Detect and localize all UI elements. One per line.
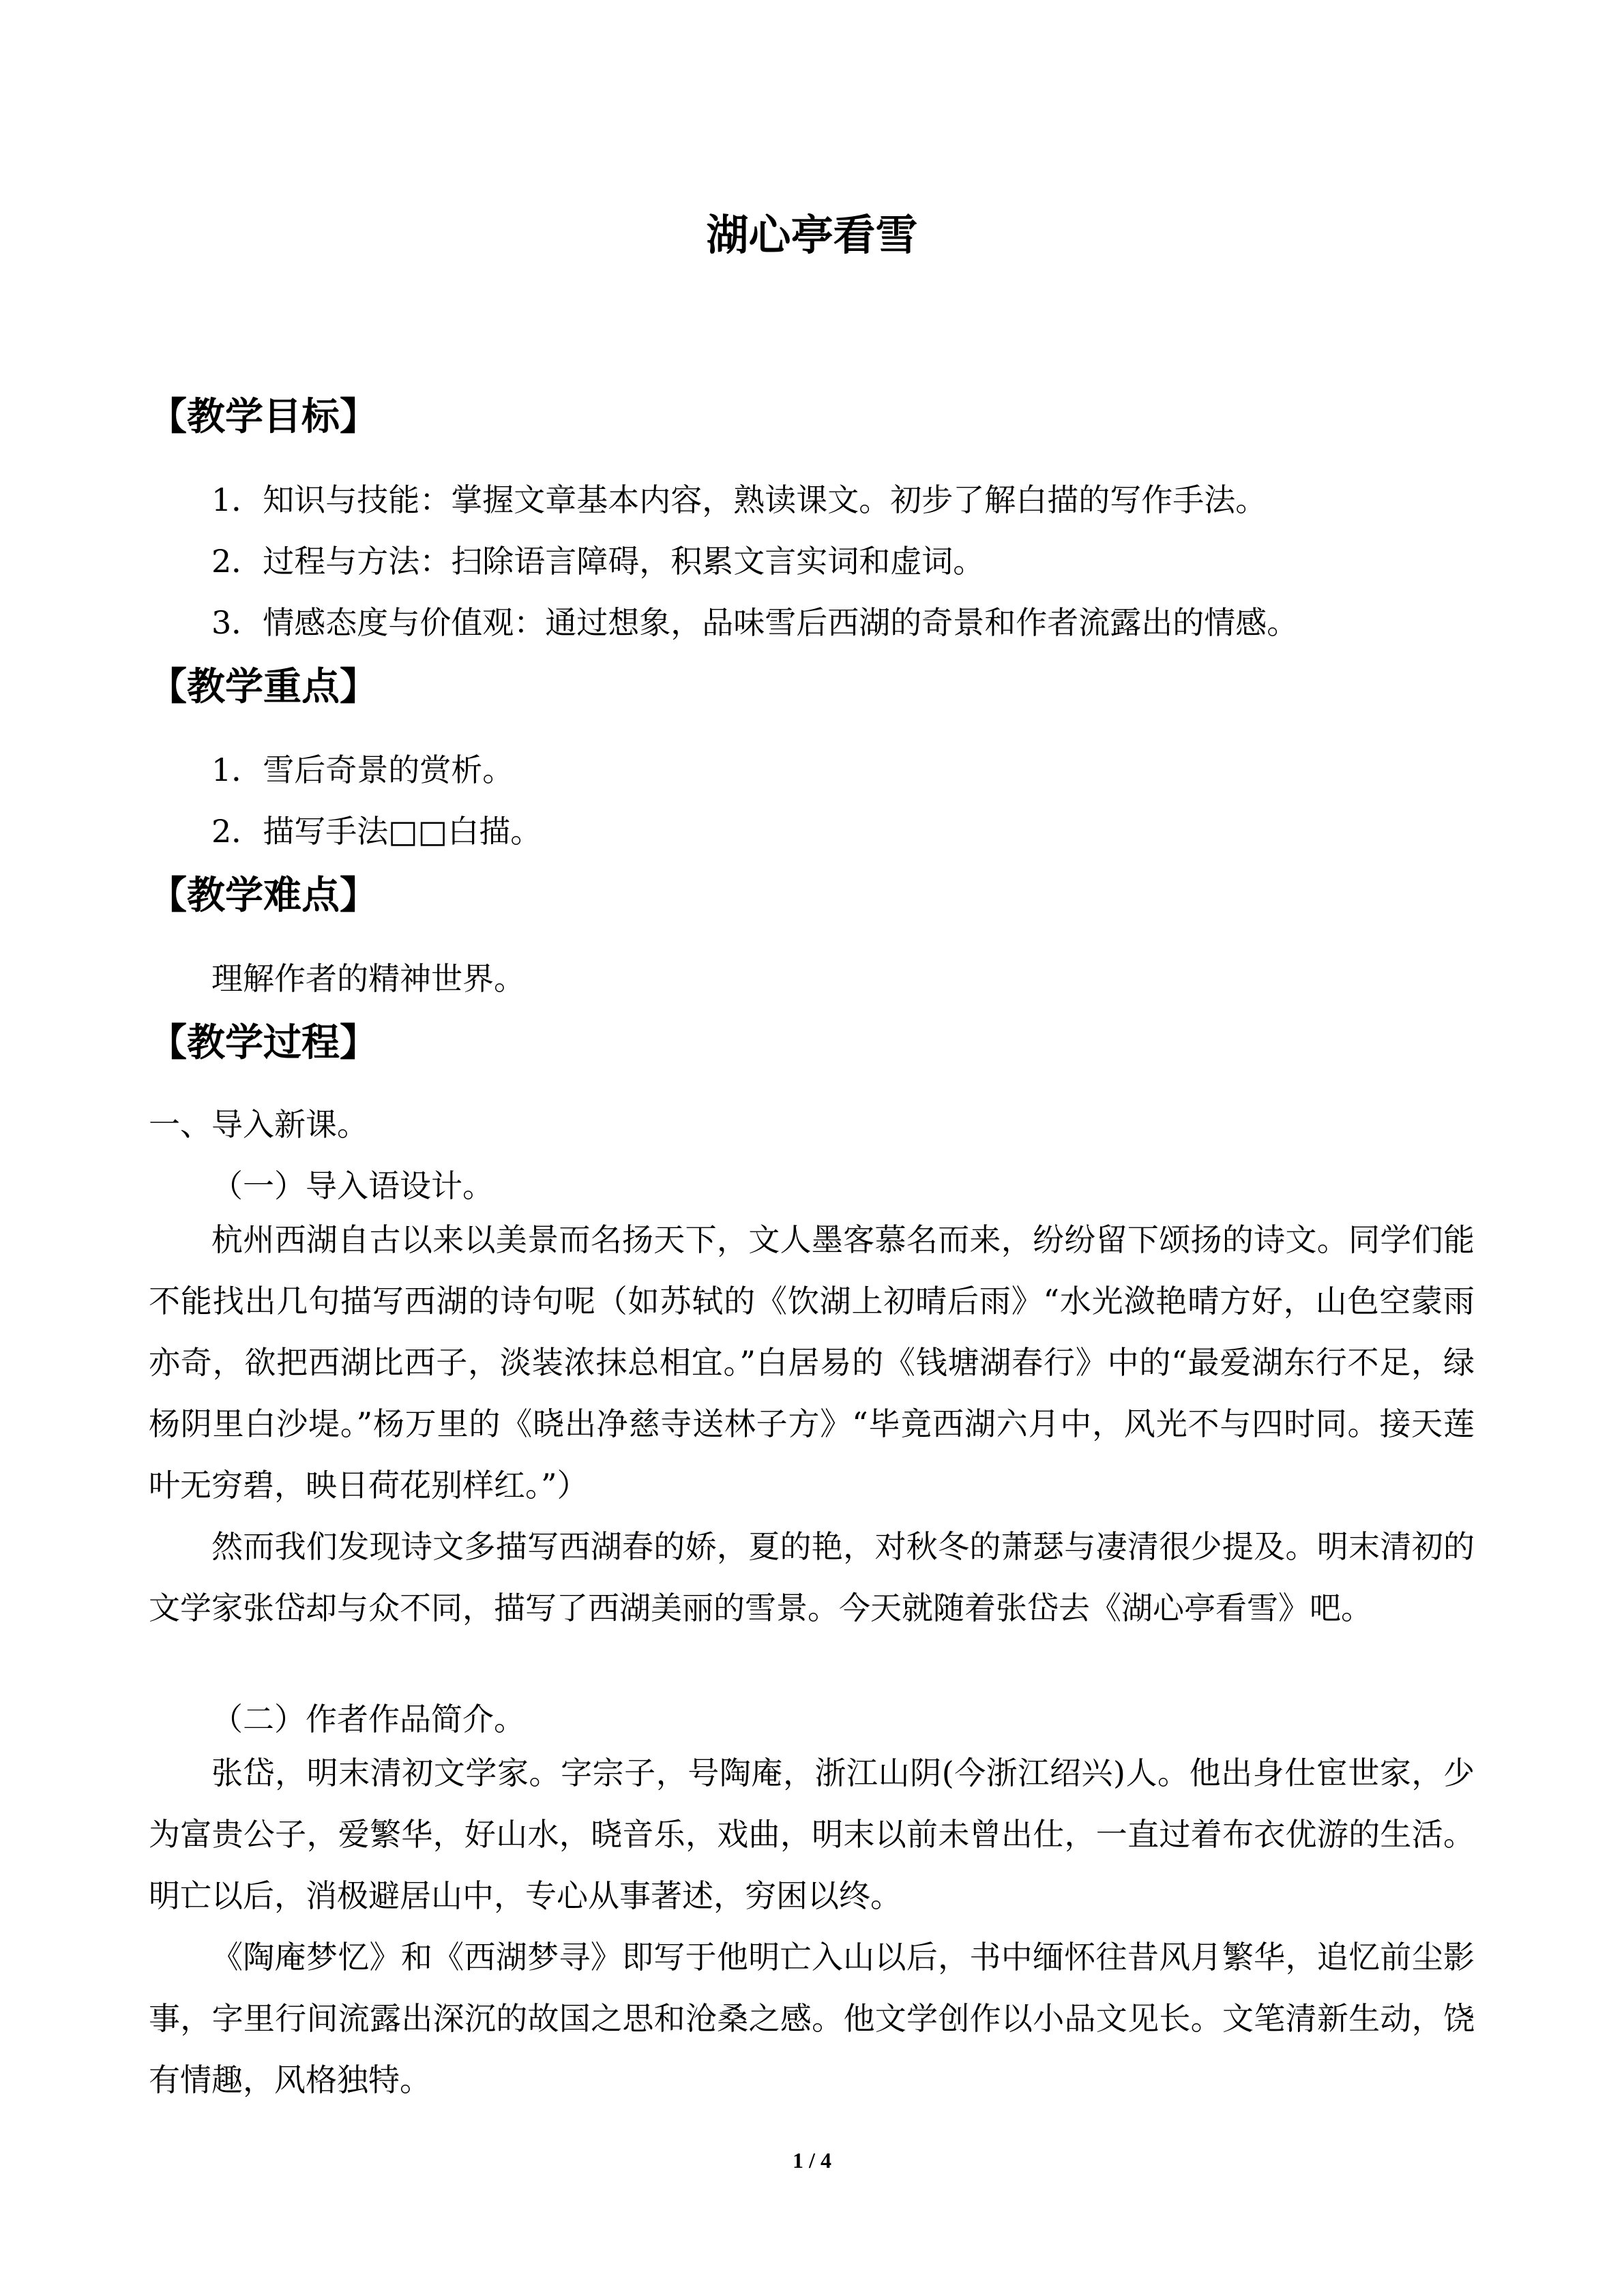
difficulty-text: 理解作者的精神世界。 [211,960,525,997]
heading-difficulties: 【教学难点】 [149,874,378,918]
process-subheading: （二）作者作品简介。 [211,1701,525,1738]
objective-item: 1．知识与技能：掌握文章基本内容，熟读课文。初步了解白描的写作手法。 [211,481,1267,518]
key-point-item: 2．描写手法□□白描。 [211,813,542,850]
intro-paragraph: 杭州西湖自古以来以美景而名扬天下，文人墨客慕名而来，纷纷留下颂扬的诗文。同学们能不能找出几句描写西湖的诗句呢（如苏轼的《饮湖上初晴后雨》“水光潋艳晴方好，山色空蒙雨亦奇，欲把西湖比西子，淡装浓抹总相宜。”白居易的《钱塘湖春行》中的“最爱湖东行不足，绿杨阴里白沙堤。”杨万里的《晓出净慈寺送林子方》“毕竟西湖六月中，风光不与四时同。接天莲叶无穷碧，映日荷花别样红。”） [149,1221,1475,1504]
key-point-item: 1．雪后奇景的赏析。 [211,751,514,788]
works-paragraph: 《陶庵梦忆》和《西湖梦寻》即写于他明亡入山以后，书中缅怀往昔风月繁华，追忆前尘影事，字里行间流露出深沉的故国之思和沧桑之感。他文学创作以小品文见长。文笔清新生动，饶有情趣，风格独特。 [149,1939,1475,2098]
author-paragraph: 张岱，明末清初文学家。字宗子，号陶庵，浙江山阴(今浙江绍兴)人。他出身仕宦世家，少为富贵公子，爱繁华，好山水，晓音乐，戏曲，明末以前未曾出仕，一直过着布衣优游的生活。明亡以后，消极避居山中，专心从事著述，穷困以终。 [149,1755,1475,1914]
heading-process: 【教学过程】 [149,1021,378,1065]
objective-item: 2．过程与方法：扫除语言障碍，积累文言实词和虚词。 [211,543,985,580]
page-number: 1 / 4 [793,2148,831,2173]
heading-key-points: 【教学重点】 [149,665,378,709]
process-part-title: 一、导入新课。 [149,1106,368,1143]
process-subheading: （一）导入语设计。 [211,1167,494,1204]
objective-item: 3．情感态度与价值观：通过想象，品味雪后西湖的奇景和作者流露出的情感。 [211,604,1299,641]
page-title: 湖心亭看雪 [706,210,918,260]
heading-objectives: 【教学目标】 [149,395,378,439]
intro-paragraph: 然而我们发现诗文多描写西湖春的娇，夏的艳，对秋冬的萧瑟与凄清很少提及。明末清初的文学家张岱却与众不同，描写了西湖美丽的雪景。今天就随着张岱去《湖心亭看雪》吧。 [149,1528,1475,1626]
